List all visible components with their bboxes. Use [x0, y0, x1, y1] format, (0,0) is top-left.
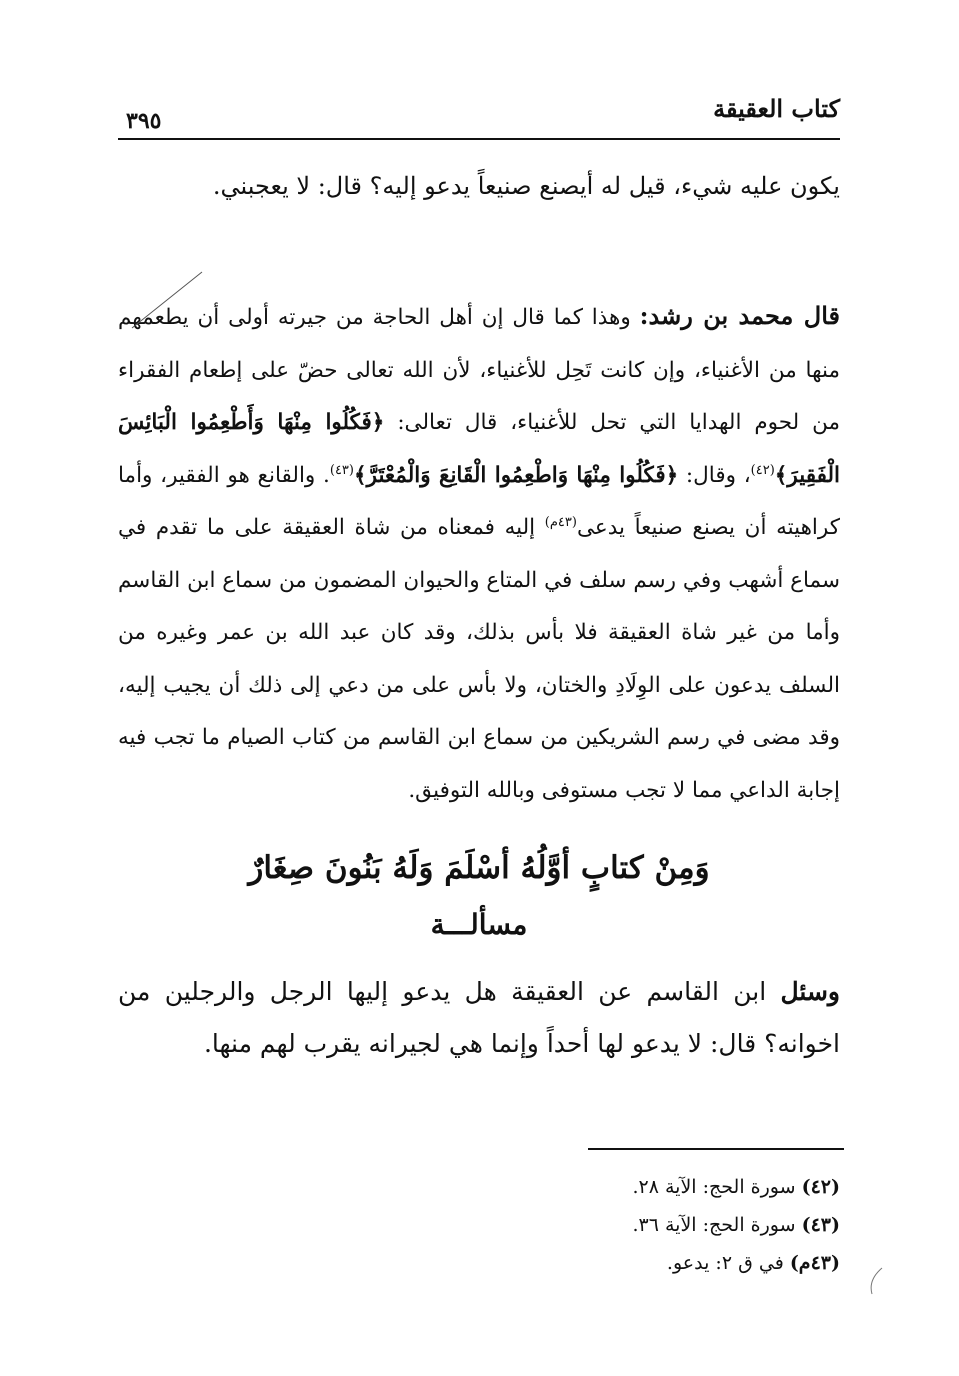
- paragraph-1: [118, 160, 840, 213]
- footnote-text: سورة الحج: الآية ٢٨.: [632, 1176, 802, 1198]
- running-title: كتاب العقيقة: [713, 94, 840, 123]
- paragraph-3-text: ابن القاسم عن العقيقة هل يدعو إليها الرجل والرجلين من اخوانه؟ قال: لا يدعو لها أحداً وإنما هي لجيرانه يقرب لهم منها.: [118, 977, 840, 1058]
- header-rule: [118, 138, 840, 140]
- paragraph-3-lead: وسئل: [780, 977, 840, 1006]
- footnote-item: [118, 1244, 840, 1282]
- footnote-number: (٤٣م): [789, 1252, 840, 1274]
- speaker-label: قال محمد بن رشد:: [639, 301, 840, 330]
- quran-verse-1: ﴿فَكُلُوا مِنْهَا وَأَطْعِمُوا الْبَائِسَ الْفَقِيرَ﴾: [118, 410, 840, 488]
- paragraph-3: [118, 966, 840, 1070]
- footnote-number: (٤٢): [801, 1176, 840, 1198]
- footnote-text: في ق ٢: يدعو.: [666, 1252, 790, 1274]
- paragraph-1-text: يكون عليه شيء، قيل له أيصنع صنيعاً يدعو إليه؟ قال: لا يعجبني.: [212, 172, 840, 200]
- paragraph-2-commentary: [118, 290, 840, 817]
- footnote-ref-43m: (٤٣م): [544, 514, 577, 530]
- running-header: [118, 88, 840, 136]
- footnote-rule: [588, 1148, 844, 1150]
- commentary-text-b: ، وقال:: [678, 462, 751, 488]
- quran-verse-2: ﴿فَكُلُوا مِنْهَا وَاطْعِمُوا الْقَانِعَ وَالْمُعْتَرَّ﴾: [353, 462, 679, 488]
- footnote-ref-42: (٤٢): [750, 462, 775, 478]
- commentary-text-c: . والقانع هو الفقير، وأما كراهيته أن يصنع صنيعاً يدعى: [118, 462, 840, 540]
- section-heading: وَمِنْ كتابٍ أوَّلُهُ أسْلَمَ وَلَهُ بَنُونَ صِغَارٌ: [248, 850, 710, 886]
- footnote-item: [118, 1206, 840, 1244]
- question-subheading: مسألـــة: [430, 908, 528, 941]
- footnote-item: [118, 1168, 840, 1206]
- footnote-number: (٤٣): [801, 1214, 840, 1236]
- commentary-text-a: وهذا كما قال إن أهل الحاجة من جيرته أولى أن يطعمهم منها من الأغنياء، وإن كانت تَحِل للأغنياء، لأن الله تعالى حضّ على إطعام الفقراء من لحوم الهدايا التي تحل للأغنياء، قال تعالى:: [118, 305, 840, 435]
- footnote-ref-43: (٤٣): [329, 462, 354, 478]
- commentary-text-d: إليه فمعناه من شاة العقيقة على ما تقدم في سماع أشهب وفي رسم سلف في المتاع والحيوان المضمون من سماع ابن القاسم وأما من غير شاة العقيقة فلا بأس بذلك، وقد كان عبد الله بن عمر وغيره من السلف يدعون على الوِلَادِ والختان، ولا بأس على من دعي إلى ذلك أن يجيب إليه، وقد مضى في رسم الشريكين من سماع ابن القاسم من كتاب الصيام ما تجب فيه إجابة الداعي مما لا تجب مستوفى وبالله التوفيق.: [118, 515, 840, 803]
- footnotes: [118, 1168, 840, 1282]
- footnote-text: سورة الحج: الآية ٣٦.: [632, 1214, 802, 1236]
- page-number: ٣٩٥: [126, 108, 162, 134]
